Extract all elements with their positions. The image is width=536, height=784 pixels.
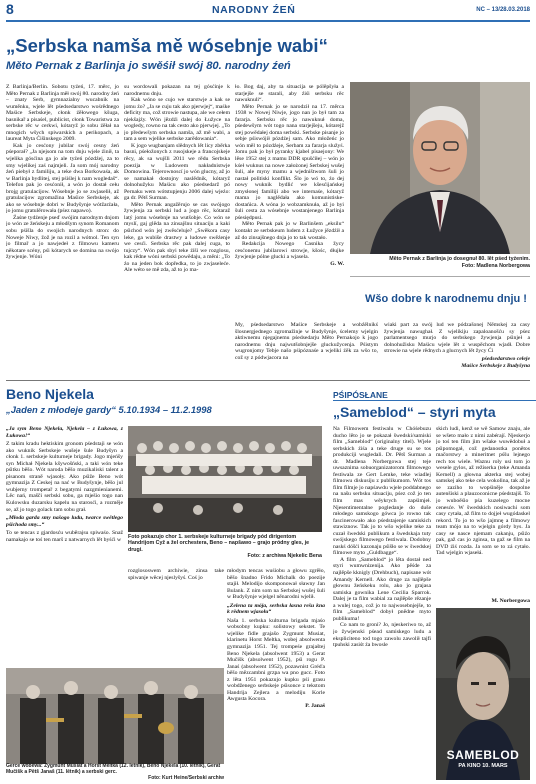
beno-quote: „Młoda garda smy našogo ludu, twarce swětlego pśichoda smy...“ — [6, 515, 123, 528]
portrait-caption: Mětо Pernak z Barlinja jo dosegnuł 80. lět pśed tyźenim. — [389, 256, 530, 262]
film-paragraph: skich ludi, kenž se wě Samow znaju, ale se wšeto mało z nimi zabérají. Njeskerjo jo toś ten film jim wšake wuwědobuł a pśipomogał, což gedanostka ponětos mačorstwy a mineritnet pśšu lejnego rech tos wiele. Waznu roly usi tom jo wesele gylos, až režiserka (teke Amanda Kernell) a głowna akterka stej wobej samskej ako teke cela wokolina, tak až je se zaziho to wopśiněje dospolne autenšiski a plauzoconicne pśedstajiš. To jo wuboěśio pśa kuzelego mocne cenesće. W šwedskich nosiwachi som casy cytała, až film to dojjeł wugódaskel rekord. To jo to wšo jajmnę a filmowy team mójo na to wjelgin górdy bys. Ja casy se nasce njemam cakanju, pśiźo pak, gaž cas jo zginsa, ta gaž se film na DVD źiś rozda. Ja som se to zá cytało. Tad wjelgin wjasełá. — [436, 426, 530, 557]
beno-paragraph: Z takim kradu hektiskim gronom pśedstaji se wón ako wuknik Serbskeje wušeje šule Budyšyn a cłonk 1. serbskeje kulturneje brigady. Jogo mjeńšy syn Michał Njekela kšywošński, a taki wón teke pśitku běšo. Wót naroda běšo muzikaliski talent a pisanom straně wjasoły. Ako pśiže Beno wót gymnazija Z Ceskej na nać w Budyšynje, běšo jul wubjerny trompetař z begatymi nazgmienianemi. Lěc nań, mašči serbski sobu, ga mješio togo nan Kulowsku duzarsku kapelu na starosći, a rozměje se, až jo togo golack tam sobu grał. — [6, 441, 123, 513]
lead-paragraph: Kak wóno se cujo we starstwje a kak se jomu źo? „Ja se cuju tak ako pjerwjej“, maśke deficity ma, což strowie nastupa, ale we cełem njekšajźy. Wón jězdźi dalej do Łužyce na wogledy, rowno na tak cesto ako pjerwjej. „To jo předewšym serbska namša, až mě wabi, a tam a sem wjelike serbske zarědowania“. — [124, 97, 230, 143]
lead-paragraph: Z Barlinja/Berlin. Sobotu tyźeń, 17. měrc, jo Mětо Pernak z Barlinja měł swój 80. narodny źeń – znaty Serb, gymnazialny wucabnik na wuměnku, wjele lět pśedsedarstwo wośrědnego Maśice Serbskeje, cłonk źěłowego kšuga, basnikař a pisaśel, publicist, cłonk Towaristwa za serbske rěc w cerkwi, kótaryž jo sobu źěłał na mnogich wšych spiwarskich a perikopach, a laureat Myta Ćišinskego 2009. — [6, 84, 119, 143]
lead-paragraph: Źaśne tydźenje pseď swójim narodnym dnjom jo wón ze žeńskeju a młodšym synom Romanom sobu pśišla do swojich narodnych stron: do Noweje Niwy, žož je na rozil a wótnol. Ten syn jo filmař a jo nawjedeł z filmowu kameru někotare scény, pśi kótarych se domina na swójo žywjenje. Wóni — [6, 214, 119, 261]
beno-paragraph: młodym tencas wuśiobu a głowu zgrěło, běšo šnadno Frido Michalk do poezije stajił. Melodijo skomponował sławny Jan Bulank. Z nim som na Serbskej wušej šuli w Budyšynje wjelgel něnarodni wjelił. — [227, 568, 325, 601]
beno-paragraph: rozglososwem archiwie, zinsa take spiwanje wěcej njeslyšyś. Coś jo — [128, 568, 224, 581]
portrait-photo — [350, 82, 530, 254]
film-kicker: PŚIPÓSŁANE — [333, 390, 536, 401]
issue-label: NC – 13/28.03.2018 — [476, 7, 530, 13]
lead-paragraph: su wordowali pokazan na tej gósćinje k narodnemu dnju. — [124, 84, 230, 97]
film-paragraph: Co nam to groni? Jo, njeskeriwo to, až jo žywjenski pśead samiskego ludu a ekspliciteno tod togo zawolu zawolił tajfi tpuhski zasiśt źa bwosle — [333, 622, 431, 649]
beno-column-1 — [6, 424, 123, 666]
musicians-caption: Gerce wóběwa: Zygmunt Musiat a Horst Meltka (12. letnik), Beno Njekela (10. lětnik), Gerat Mučišk a Pětš Janaš (11. lětnik) a serbski gerc. — [6, 763, 221, 775]
page-number: 8 — [6, 1, 14, 17]
lead-column-2 — [124, 84, 230, 324]
beno-quote: „Ja sym Beno Njekela, Njekela – z Łukowa, z Łukowa!“ — [6, 426, 123, 439]
beno-title: Beno Njekela — [6, 386, 94, 402]
lead-signature: G. W. — [330, 260, 344, 267]
greeting-signature-org: Maśice Serbskeje z Budyšyna — [461, 363, 530, 369]
lead-column-1 — [6, 84, 119, 324]
poster-title: SAMEBLOD — [446, 748, 520, 762]
film-column-1 — [333, 426, 431, 780]
lead-paragraph: Mětо Pernak jo se narodził na 17. měrca 1938 w Nowej Niwje, jogo nan jo był tam za fararja. Serbsku rěc jo nawuknuł doma, pśedewšym wót togo nana starjejšeju, kótarejž stej powědałej doma serbski. Serbske pisanje jo sebje pśiswójił pózdźej sam. Ako młožeńc jo wón měl to pózdźeje, Serbam za fararja služyś. Jomu pak jo był pyranky kjabel pisaejony: We lěse 1952 stej z mamu DDR spušćiłej – wón jo kśeł wuknus na nowe założonej Serbskej wušej šuli, ale myny mamu a wjedništwom šuli jo nastał politiski konflikt. Šlo jo wó to, źo dej nowy wuknik bydlić we kšesćijańskej zmysłonej familiji abo we internaśe, kótaryž mama jo naglědała ako komunistiske-dostańica. A wóna jo wobzamknuła, až jo byi šuli cesta za wósebnje wostanjenego Barlinja pśesiędpusi. — [235, 103, 344, 221]
lead-paragraph: Mětо Pernak angažěrujo se cas swójogo žywjenja za serbski lud a jogo rěc, kótaraž latý jomu wósebnje na wutšobje. Co wón se myslí, gaj glěda na zinsajšnu situaciju a kaki pśichod wón jej zwěsćeluje? „Swěkora casy leke, ga wubiše drastwy a ludowe swěźenje we cesći. Serbska rěc pak dalej cuga, to tujczy“. Wón pak sbyi teke źiši we rozglosu, kak rědne wóni serbski powědaju, a měni: „To źo na jeden bok dopředka, to jo zwjaseleće. Ale wéto se mě zda, až to jo ma- — [124, 201, 230, 274]
section-title: NARODNY ŹEŃ — [212, 4, 296, 16]
beno-paragraph: To se tencas z gjardosću wuběrajsu spiwaśo. Snaž namakajo se toś ten marš z natwarnych lět byśći w — [6, 530, 123, 543]
film-paragraph: A film „Sameblod“ jo lěta dostał ned styri wumwnizenija. Ako pěśde za najlěpše kknigly (Drehbuch), napisane wót Amandy Kernell. Ako druge za najlěpše głownu žeńskeku rolu, ako jo grajasa samiska gownika Lene Cecilia Sparrok. Dalej je ta film wabial za najlěpše rězanje a wulej togo, což jo to najwosebnjejše, to film „Sameblod“ dobył pnědne myto publikuma! — [333, 556, 431, 622]
film-signature: M. Norbergowa — [491, 598, 530, 604]
section-divider — [6, 380, 530, 381]
lead-paragraph: Kak jo cesćony jubilar swój cesny źeń pśeporał? „Ja njejsom na tom dnju wjele źinił, ta wjelika gósćina ga jo ale tyźeń pózdźej, za to smy wjelikej zaś najmjeli. Ja som mój narodny źeń piebył z familiju, a teke dwa Borkowaśa, ak w Barlinja bydlitej, stej pśiślej k nam wogledaš“. Telefon pak jo cesćonił, a wón jo dostał cełu brojg gratulacijow. Wósebnje jo se zwjaselił, až gratulacijow zgromažina Maśice Serbskeje, ak ako se wósebnje dobri w Budyšynje wótžarźała, jo jomu gratulěrowała (pśez napawo). — [6, 142, 119, 215]
choir-photo — [128, 426, 322, 532]
greeting-title: Wšo dobre k narodnemu dnju ! — [365, 293, 527, 305]
beno-column-3 — [227, 568, 325, 780]
beno-quote: „Zelena ta mója, serbska łasna rešu kna k rědnem wjasołu“ — [227, 602, 325, 616]
musicians-photo — [6, 668, 224, 764]
lead-paragraph: K jogo wugbanjam slědnych lět licy zběrka basni, pśełožonych z rusojskeje a francojskeje rěcy, ak sa wujšli 2011 we rědu Serbska poezija w Ludowem nakładnistwje Domowina. Tejerownoscí jo wón glucny, až jo se namakał dostojny naslědnik, kótaryž dolnohužyku Maśicu ako pśedsedarž pó Pernaku wem wótstupjenju 2006 dalej wjeźo: ga dr. Pětš Surman. — [124, 142, 230, 202]
header-rule — [6, 20, 530, 22]
lead-paragraph: ło. Bog daj, aby ta situacija se pólěpšyła a starjejše se starali, aby źiśi serbsku rěc nawuknuli“. — [235, 84, 344, 104]
greeting-col-1 — [235, 322, 378, 372]
lead-paragraph: Mětо Pernak pak jo w Barlinšem „eksilu“ kontakt ze serbskeum ludem z Łužyce jězdźił a až do zinsajšnego dnja jo to tak wostało. — [235, 221, 344, 241]
choir-credit: Foto: z archiwa Njekelic Bena — [247, 553, 322, 559]
lead-subtitle: Mětо Pernak z Barlinja jo swěśił swój 80. narodny źeń — [6, 60, 291, 72]
film-column-2 — [436, 426, 530, 596]
beno-subtitle: „Jaden z młodeje gardy“ 5.10.1934 – 11.2.1998 — [6, 404, 212, 415]
beno-paragraph: Naša 1. serbska kulturna brigada mjaśo wobsobny kupku: solistowy sekstet. Te wjelike fidle grajašo Zygmunt Musiat, klarinetu Horst Meltka, wobej absolwenta gymnazija 1951. Tej trompeśe grajaštej Beno Njekela (absolwent 1953) a Gerat Mučišk (absolwent 1952), pśi rogu P. Janaś (absolwent 1952), pozawnist Gréďa běšo mězcambni grzpa wa pno gucc. Foto z lěta 1951 pokazujo kupku pśi grasu wobdženego serbskeje pśisonce z tekstom Handrija Zejlera a melodiju Korle Awgusta Kocora. — [227, 617, 325, 703]
musicians-credit: Foto: Kurt Heine/Serbski archiw — [148, 775, 224, 781]
lead-paragraph: Redakcija Nowego Casnika žycy cesćonemu jubilarowi strowje, kšośc, dłujke žywjenje pólne glucki a wjasela. — [235, 241, 344, 261]
greeting-text: My, pśedsedarstwo Maśice Serbskeje a wobźělnikś šlosnergjednego zgromažinje w Budyšynje, ścelemy wjelgin aktiwnemu njegajnemu pśedsedarju Mětо Pernakojo k jogo narodnemu dnju najwutšobnjejše gluckužycenja. Pśistym wugronjomy Tebje našo pśipóznaśe a wjeliki źěk za wšo to, což sy z pódwjacora na — [235, 322, 378, 361]
lead-title: „Serbska namša mě wósebnje wabi“ — [6, 35, 328, 56]
greeting-signature-role: pśedsedarstwo cełeje — [481, 356, 530, 362]
film-paragraph: Na Filmowem festiwalu w Chóśebuzu ducho lěto jo se pokazał šwedski/samiski film „Sameblod“ (originalny titel). Wjele serbskich źiśa a teke druge su se tos produkciji wugledali. Dr. Pětš Surman a dr. Madlena Norbergowa stej teje uwsaznima sobuorganizatorom filmowego festiwala ze Gert Lemke, teke wiadlej filmowu diskusiju z publikumom. Wót tos film filmje jo napśawdu wjele poddabnego na našu serbsku situaciju, pśez což jo ten film mas wěykrych zapśimjeł. Njesentimentalne pogledanje do duše młodego samskogo gówca jo rowno tak fascinerowało ako pśedstajenje samiskich stawiznow. Tak jo to wšo wjelike teke za cuzał šwedski publikum a šwedskaja tuty swójskego filmowego festiwala. Dodobny naskś dóšći kazonaju pśišło se w šwedskej filmowe myto „Guldbagge“. — [333, 426, 431, 557]
film-title: „Sameblod“ – styri myta — [333, 404, 496, 420]
lead-column-3 — [235, 84, 344, 324]
portrait-credit: Foto: Madlena Norbergowa — [461, 263, 530, 269]
choir-caption: Foto pokazujo chor 1. serbskeje kulturneje brigady pód dirigentom Handrijom Cyž a žel orchestera, Beno – napšawo – grajo pródny gles, je drugi. — [128, 534, 310, 553]
beno-signature: P. Janaš — [305, 702, 325, 709]
poster-date: PA KINO 10. MARS — [458, 763, 508, 769]
beno-column-2 — [128, 568, 224, 668]
greeting-text: wiaki part za swój lud we pódzašonej Němskej za casy žywjenja nawughał. Z wjelikiju zapaloanošću sy pśez parlamentsego murjo do serbskego žywjenja pśinjeł a dolnohužisku Maśicu wjele lět z wuspěchom wjadł. Dobre strowie na wjele rědnych a glucnych lět žycy Ći — [384, 322, 530, 355]
